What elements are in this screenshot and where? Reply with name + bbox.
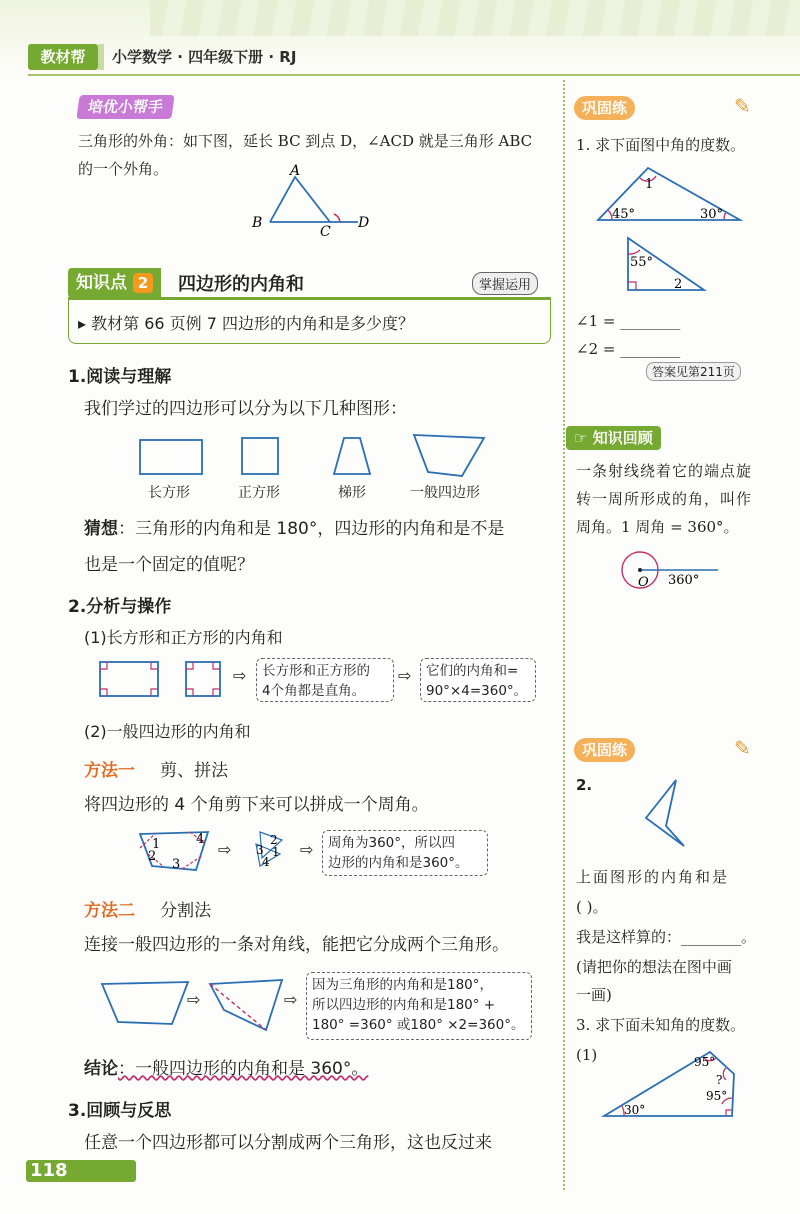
review-line3: 周角。1 周角 = 360°。 [576, 518, 739, 536]
angle-2-label: 2 [674, 277, 683, 292]
practice-tag-2: 巩固练 [574, 738, 635, 762]
answer-line-1[interactable]: ∠1 = ________ [576, 312, 681, 330]
angle-1-label: 1 [645, 177, 654, 192]
mastery-badge: 掌握运用 [472, 272, 538, 295]
label-a: A [290, 163, 301, 179]
knowledge-point-tag: 知识点 2 [68, 268, 161, 298]
method1-desc: 将四边形的 4 个角剪下来可以拼成一个周角。 [84, 795, 429, 815]
arrow-icon: ⇨ [300, 840, 314, 859]
shape-label-rectangle: 长方形 [148, 485, 190, 501]
textbook-reference: ▸ 教材第 66 页例 7 四边形的内角和是多少度？ [78, 314, 415, 333]
svg-text:1: 1 [272, 845, 280, 859]
unknown-angle-label: ? [716, 1073, 723, 1087]
sub2-heading: (2)一般四边形的内角和 [84, 722, 251, 741]
right-angle-shapes-figure [96, 658, 256, 700]
review-tag: ☞ 知识回顾 [566, 426, 661, 450]
quadrilateral-types-figure [130, 430, 500, 482]
q3-part: (1) [576, 1046, 598, 1064]
q2-line1: 上面图形的内角和是 [576, 868, 730, 886]
arrow-icon: ⇨ [187, 990, 201, 1009]
angle-55-label: 55° [630, 255, 654, 270]
guess-line1: 猜想：三角形的内角和是 180°，四边形的内角和是不是 [84, 519, 505, 539]
q2-line4: (请把你的想法在图中画 [576, 958, 732, 976]
sub1-heading: (1)长方形和正方形的内角和 [84, 628, 283, 647]
angle-num-4: 4 [196, 832, 205, 847]
vertex-o-label: O [638, 575, 649, 590]
q3-text: 3. 求下面未知角的度数。 [576, 1016, 746, 1034]
section1-heading: 1.阅读与理解 [68, 367, 172, 387]
tip-line2: 的一个外角。 [78, 160, 169, 178]
box-sum-rectangle: 它们的内角和= 90°×4=360°。 [420, 658, 536, 702]
tip-tag: 培优小帮手 [76, 95, 174, 119]
label-d: D [358, 215, 370, 231]
brand-label: 教材帮 [28, 44, 98, 70]
answer-page-ref: 答案见第211页 [646, 362, 741, 381]
q2-line5: 一画) [576, 986, 612, 1004]
svg-text:4: 4 [262, 855, 270, 869]
review-line1: 一条射线绕着它的端点旋 [576, 462, 753, 480]
arrow-icon: ⇨ [284, 990, 298, 1009]
label-c: C [320, 224, 331, 238]
method1-heading: 方法一 剪、拼法 [84, 761, 229, 781]
method2-heading: 方法二 分割法 [84, 901, 212, 921]
box-right-angles: 长方形和正方形的 4个角都是直角。 [256, 658, 394, 702]
section3-text: 任意一个四边形都可以分割成两个三角形，这也反过来 [84, 1133, 492, 1153]
q2-line3[interactable]: 我是这样算的：________。 [576, 928, 757, 946]
angle-num-3: 3 [172, 857, 181, 872]
exterior-angle-figure [240, 162, 380, 238]
svg-text:2: 2 [270, 833, 278, 847]
angle-30-label: 30° [700, 207, 724, 222]
arrow-icon: ⇨ [218, 840, 232, 859]
full-angle-figure [610, 546, 730, 598]
shape-label-general: 一般四边形 [410, 485, 480, 501]
pencil-icon: ✎ [734, 736, 751, 760]
q1-text: 1. 求下面图中角的度数。 [576, 136, 746, 154]
knowledge-point-number: 2 [133, 273, 153, 293]
q2-concave-figure [640, 776, 690, 852]
knowledge-point-title: 四边形的内角和 [178, 274, 304, 295]
header-rule [28, 74, 800, 76]
angle-num-1: 1 [152, 837, 161, 852]
tip-line1: 三角形的外角：如下图，延长 BC 到点 D，∠ACD 就是三角形 ABC [78, 132, 533, 150]
arrow-icon: ⇨ [233, 666, 247, 685]
section2-heading: 2.分析与操作 [68, 597, 172, 617]
full-angle-label: 360° [668, 573, 700, 588]
pencil-icon: ✎ [734, 94, 751, 118]
shape-label-trapezoid: 梯形 [338, 485, 366, 501]
angle-num-2: 2 [148, 849, 157, 864]
angle-95-top-label: 95° [694, 1055, 716, 1069]
box-full-angle: 周角为360°，所以四 边形的内角和是360°。 [322, 830, 488, 876]
brand-accent [98, 44, 104, 70]
label-b: B [252, 215, 263, 231]
angle-95-right-label: 95° [706, 1089, 728, 1103]
conclusion: 结论：一般四边形的内角和是 360°。 [84, 1059, 369, 1079]
bulb-icon: ☞ [574, 429, 588, 447]
guess-line2: 也是一个固定的值呢？ [84, 555, 254, 575]
svg-text:3: 3 [256, 843, 264, 857]
section1-intro: 我们学过的四边形可以分为以下几种图形： [84, 399, 407, 419]
angle-45-label: 45° [612, 207, 636, 222]
q2-number: 2. [576, 776, 593, 794]
box-split-sum: 因为三角形的内角和是180°， 所以四边形的内角和是180° + 180° =360° 或180° ×2=360°。 [306, 972, 532, 1040]
answer-line-2[interactable]: ∠2 = ________ [576, 340, 681, 358]
shape-label-square: 正方形 [238, 485, 280, 501]
practice-tag-1: 巩固练 [574, 96, 635, 120]
method2-desc: 连接一般四边形的一条对角线，能把它分成两个三角形。 [84, 935, 509, 955]
arrow-icon: ⇨ [398, 666, 412, 685]
angle-30-label: 30° [624, 1103, 646, 1117]
page-number: 118 [30, 1160, 68, 1181]
q3-quadrilateral-figure [596, 1046, 746, 1120]
q2-line2[interactable]: ( )。 [576, 898, 608, 916]
review-line2: 转一周所形成的角，叫作 [576, 490, 753, 508]
q1-triangles-figure [590, 162, 750, 298]
column-divider [563, 80, 565, 1190]
book-title: 小学数学 · 四年级下册 · RJ [112, 48, 297, 66]
section3-heading: 3.回顾与反思 [68, 1101, 172, 1121]
